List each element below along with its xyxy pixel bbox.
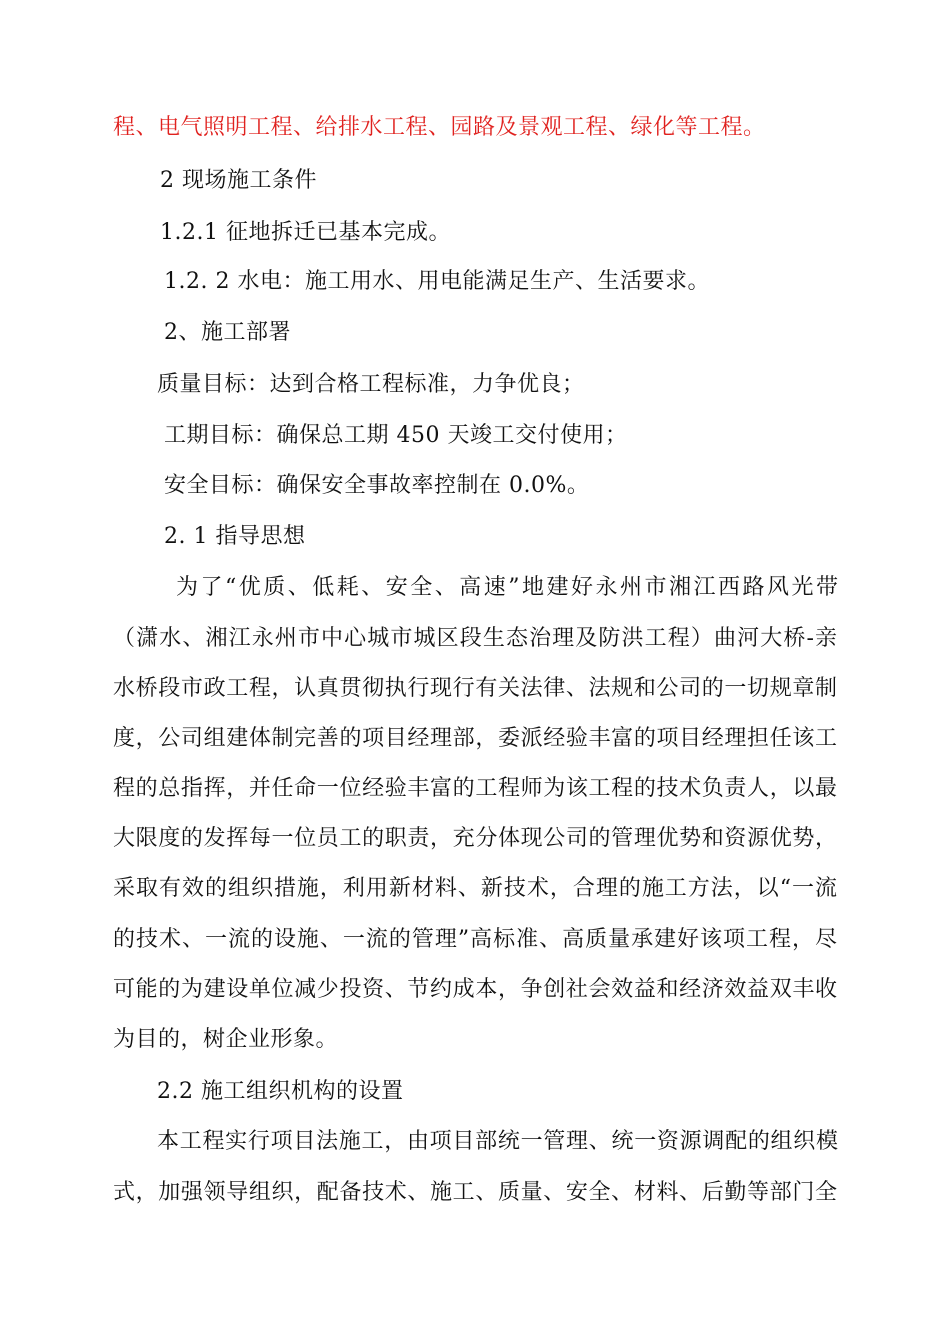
paragraph-line: （潇水、湘江永州市中心城市城区段生态治理及防洪工程）曲河大桥-亲	[113, 626, 837, 651]
doc-heading-construction: 2、施工部署	[164, 320, 291, 345]
doc-line-4: 1.2. 2 水电：施工用水、用电能满足生产、生活要求。	[164, 269, 710, 294]
paragraph-line: 水桥段市政工程，认真贯彻执行现行有关法律、法规和公司的一切规章制	[113, 676, 837, 701]
paragraph-line: 式，加强领导组织，配备技术、施工、质量、安全、材料、后勤等部门全	[113, 1180, 837, 1205]
paragraph-line: 程的总指挥，并任命一位经验丰富的工程师为该工程的技术负责人，以最	[113, 776, 837, 801]
doc-heading-guiding: 2. 1 指导思想	[164, 524, 306, 549]
paragraph-line: 的技术、一流的设施、一流的管理”高标准、高质量承建好该项工程，尽	[113, 927, 837, 952]
doc-line-quality: 质量目标：达到合格工程标准，力争优良；	[157, 372, 585, 397]
doc-line-safety: 安全目标：确保安全事故率控制在 0.0%。	[164, 473, 590, 498]
paragraph-line: 度，公司组建体制完善的项目经理部，委派经验丰富的项目经理担任该工	[113, 726, 837, 751]
paragraph-line: 采取有效的组织措施，利用新材料、新技术，合理的施工方法，以“一流	[113, 876, 837, 901]
paragraph-line: 为目的，树企业形象。	[113, 1027, 339, 1052]
doc-line-2: 2 现场施工条件	[160, 168, 317, 193]
paragraph-line: 大限度的发挥每一位员工的职责，充分体现公司的管理优势和资源优势，	[113, 826, 837, 851]
paragraph-line: 本工程实行项目法施工，由项目部统一管理、统一资源调配的组织模	[157, 1129, 838, 1154]
doc-heading-organization: 2.2 施工组织机构的设置	[157, 1079, 404, 1104]
doc-line-1: 程、电气照明工程、给排水工程、园路及景观工程、绿化等工程。	[113, 115, 766, 140]
doc-line-schedule: 工期目标：确保总工期 450 天竣工交付使用；	[164, 423, 628, 448]
paragraph-line: 为了“优质、低耗、安全、高速”地建好永州市湘江西路风光带	[176, 575, 838, 600]
doc-line-3: 1.2.1 征地拆迁已基本完成。	[160, 220, 451, 245]
paragraph-line: 可能的为建设单位减少投资、节约成本，争创社会效益和经济效益双丰收	[113, 977, 837, 1002]
